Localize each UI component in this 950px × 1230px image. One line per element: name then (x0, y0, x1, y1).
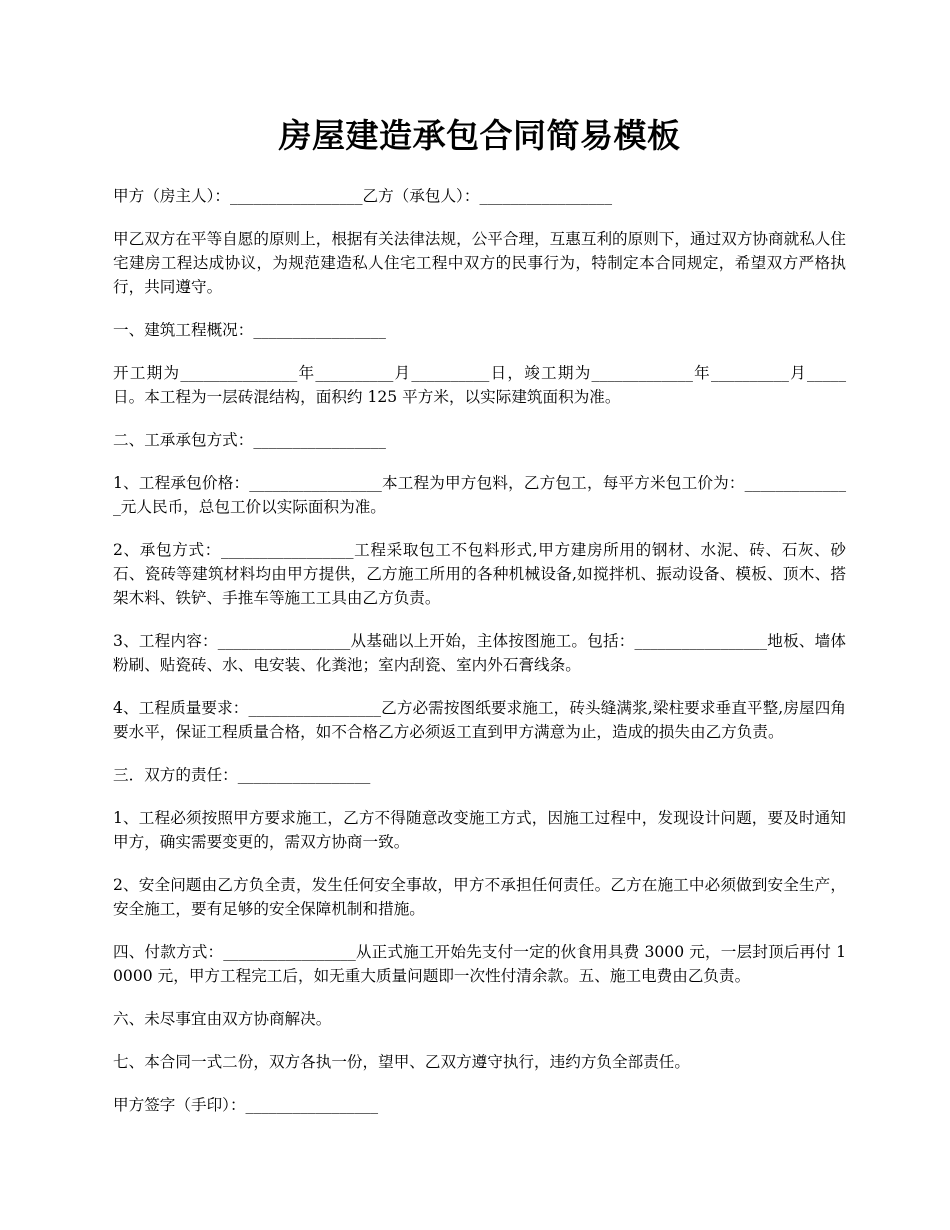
document-body (113, 108, 846, 1136)
parties-line: 甲方（房主人）：_________________乙方（承包人）：_________________ (113, 187, 612, 205)
quality-requirement-paragraph: 4、工程质量要求：_________________乙方必需按图纸要求施工，砖头缝满浆,梁柱要求垂直平整,房屋四角要水平，保证工程质量合格，如不合格乙方必须返工直到甲方满意为止，造成的损失由乙方负责。 (113, 699, 846, 741)
construction-period-paragraph: 开工期为_______________年__________月__________日，竣工期为_____________年__________月_____日。本工程为一层砖混结构，面积约 125 平方米，以实际建筑面积为准。 (113, 364, 846, 406)
work-content-paragraph: 3、工程内容：_________________从基础以上开始，主体按图施工。包括：_________________地板、墙体粉刷、贴瓷砖、水、电安装、化粪池；室内刮瓷、室内外石膏线条。 (113, 632, 846, 674)
section-contract-method: 二、工承承包方式：_________________ (113, 431, 386, 449)
section-project-overview: 一、建筑工程概况：_________________ (113, 321, 386, 339)
party-a-signature-line: 甲方签字（手印）：_________________ (113, 1096, 379, 1114)
contract-mode-paragraph: 2、承包方式：_________________工程采取包工不包料形式,甲方建房所用的钢材、水泥、砖、石灰、砂石、瓷砖等建筑材料均由甲方提供，乙方施工所用的各种机械设备,如搅拌机、振动设备、模板、顶木、搭架木料、铁铲、手推车等施工工具由乙方负责。 (113, 541, 846, 607)
document-title: 房屋建造承包合同简易模板 (278, 116, 681, 155)
contract-price-paragraph: 1、工程承包价格：_________________本工程为甲方包料，乙方包工，每平方米包工价为：______________元人民币，总包工价以实际面积为准。 (113, 474, 846, 516)
unresolved-matters-paragraph: 六、未尽事宜由双方协商解决。 (113, 1010, 332, 1028)
section-responsibilities: 三．双方的责任：_________________ (113, 766, 371, 784)
preamble-paragraph: 甲乙双方在平等自愿的原则上，根据有关法律法规，公平合理，互惠互利的原则下，通过双方协商就私人住宅建房工程达成协议，为规范建造私人住宅工程中双方的民事行为，特制定本合同规定，希望双方严格执行，共同遵守。 (113, 230, 846, 296)
responsibility-item-1: 1、工程必须按照甲方要求施工，乙方不得随意改变施工方式，因施工过程中，发现设计问题，要及时通知甲方，确实需要变更的，需双方协商一致。 (113, 809, 846, 851)
responsibility-item-2: 2、安全问题由乙方负全责，发生任何安全事故，甲方不承担任何责任。乙方在施工中必须做到安全生产，安全施工，要有足够的安全保障机制和措施。 (113, 876, 846, 918)
copies-paragraph: 七、本合同一式二份，双方各执一份，望甲、乙双方遵守执行，违约方负全部责任。 (113, 1053, 690, 1071)
payment-method-paragraph: 四、付款方式：_________________从正式施工开始先支付一定的伙食用具费 3000 元，一层封顶后再付 10000 元，甲方工程完工后，如无重大质量问题即一次性付清余款。五、施工电费由乙负责。 (113, 943, 846, 985)
